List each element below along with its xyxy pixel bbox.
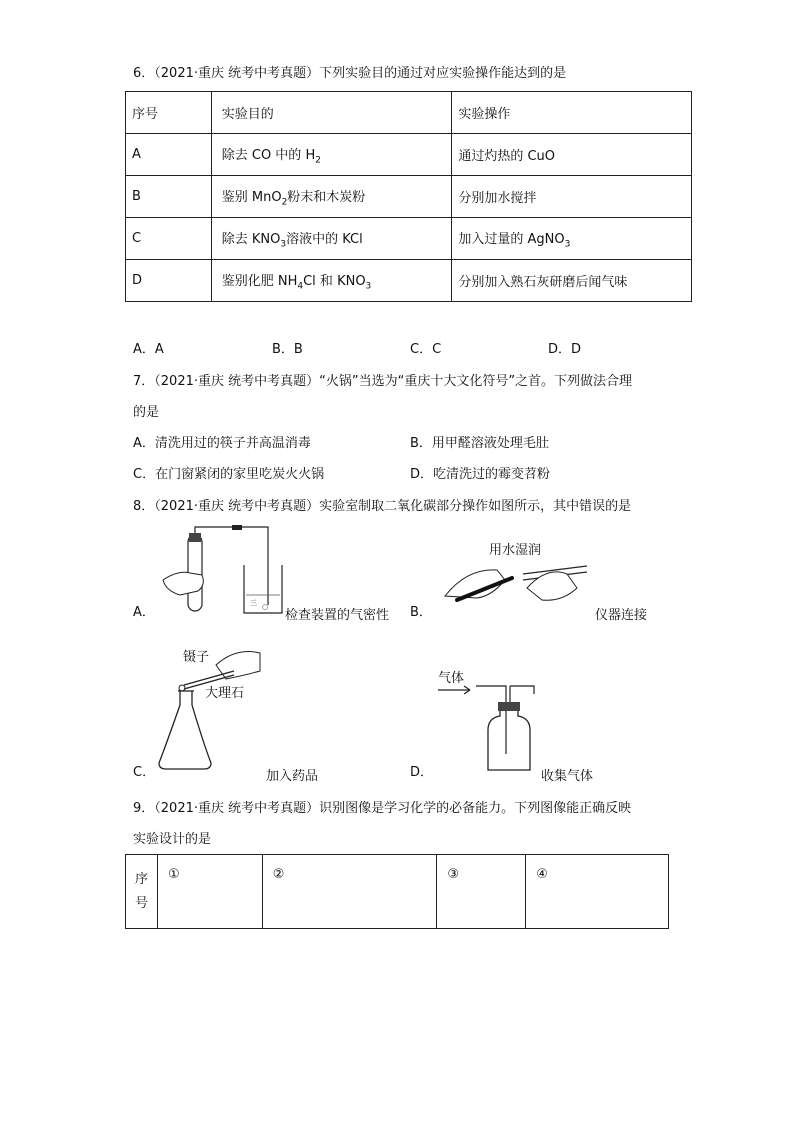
- q6-option-b[interactable]: B．B: [272, 342, 303, 357]
- q9-col-4: ④: [526, 855, 669, 929]
- q9-header-cell: 序 号: [126, 855, 158, 929]
- q8-option-b-letter[interactable]: B．: [410, 605, 432, 620]
- q9-stem-line1: 9．（2021·重庆 统考中考真题）识别图像是学习化学的必备能力。下列图像能正确反映: [133, 801, 632, 816]
- table-row: [126, 260, 692, 302]
- q7-stem-line1: 7．（2021·重庆 统考中考真题）“火锅”当选为“重庆十大文化符号”之首。下列做法合理: [133, 374, 633, 389]
- q8-option-d-letter[interactable]: D．: [410, 765, 434, 780]
- q8-option-d-figure-label: 气体: [438, 671, 465, 686]
- q7-option-d[interactable]: D．吃清洗过的霉变苕粉: [410, 467, 551, 482]
- q8-stem: 8．（2021·重庆 统考中考真题）实验室制取二氧化碳部分操作如图所示，其中错误的是: [133, 499, 632, 514]
- row-operation: 通过灼热的 CuO: [452, 134, 692, 176]
- q7-stem-line2: 的是: [133, 405, 160, 420]
- svg-text:○: ○: [262, 603, 269, 611]
- q6-stem: 6．（2021·重庆 统考中考真题）下列实验目的通过对应实验操作能达到的是: [133, 66, 567, 81]
- q8-option-c-caption: 加入药品: [266, 769, 319, 784]
- q9-col-2: ②: [262, 855, 437, 929]
- row-label: C: [126, 218, 212, 260]
- row-goal: 鉴别 MnO$_2$粉末和木炭粉: [211, 176, 452, 218]
- q9-col-3: ③: [437, 855, 526, 929]
- row-goal: 鉴别化肥 $NH_4Cl$ 和 $KNO_3$: [211, 260, 452, 302]
- apparatus-connect-figure: [437, 558, 589, 610]
- row-goal: 除去 $KNO_3$溶液中的 KCl: [211, 218, 452, 260]
- q6-table: [125, 91, 692, 302]
- row-operation: 分别加水搅拌: [452, 176, 692, 218]
- q6-option-d[interactable]: D．D: [548, 342, 582, 357]
- flask-tweezers-figure: [156, 645, 264, 773]
- q7-option-b[interactable]: B．用甲醛溶液处理毛肚: [410, 436, 549, 451]
- q6-option-c[interactable]: C．C: [410, 342, 442, 357]
- q9-table: [125, 854, 669, 929]
- row-operation: 分别加入熟石灰研磨后闻气味: [452, 260, 692, 302]
- q7-option-a[interactable]: A．清洗用过的筷子并高温消毒: [133, 436, 311, 451]
- q8-option-b-figure-label: 用水湿润: [489, 543, 542, 558]
- header-cell: 实验操作: [452, 92, 692, 134]
- table-row: [126, 855, 669, 929]
- table-header-row: [126, 92, 692, 134]
- q7-option-c[interactable]: C．在门窗紧闭的家里吃炭火火锅: [133, 467, 325, 482]
- table-row: [126, 134, 692, 176]
- q8-option-b-caption: 仪器连接: [595, 608, 648, 623]
- row-label: A: [126, 134, 212, 176]
- q6-option-a[interactable]: A．A: [133, 342, 164, 357]
- gas-bottle-figure: [436, 682, 536, 774]
- row-goal: 除去 CO 中的 $H_2$: [211, 134, 452, 176]
- q8-option-d-caption: 收集气体: [541, 769, 594, 784]
- svg-text:三: 三: [250, 599, 257, 607]
- row-label: D: [126, 260, 212, 302]
- header-cell: 序号: [126, 92, 212, 134]
- q8-option-c-letter[interactable]: C．: [133, 765, 156, 780]
- table-row: [126, 176, 692, 218]
- header-cell: 实验目的: [211, 92, 452, 134]
- table-row: [126, 218, 692, 260]
- q8-option-c-label-tweezers: 镊子: [183, 650, 210, 665]
- q8-option-a-caption: 检查装置的气密性: [285, 608, 390, 623]
- q8-option-a-letter[interactable]: A．: [133, 605, 155, 620]
- row-label: B: [126, 176, 212, 218]
- q8-option-c-label-marble: 大理石: [205, 686, 245, 701]
- airtightness-check-figure: [158, 525, 283, 617]
- row-operation: 加入过量的 AgNO$_3$: [452, 218, 692, 260]
- q9-col-1: ①: [157, 855, 262, 929]
- q9-stem-line2: 实验设计的是: [133, 832, 212, 847]
